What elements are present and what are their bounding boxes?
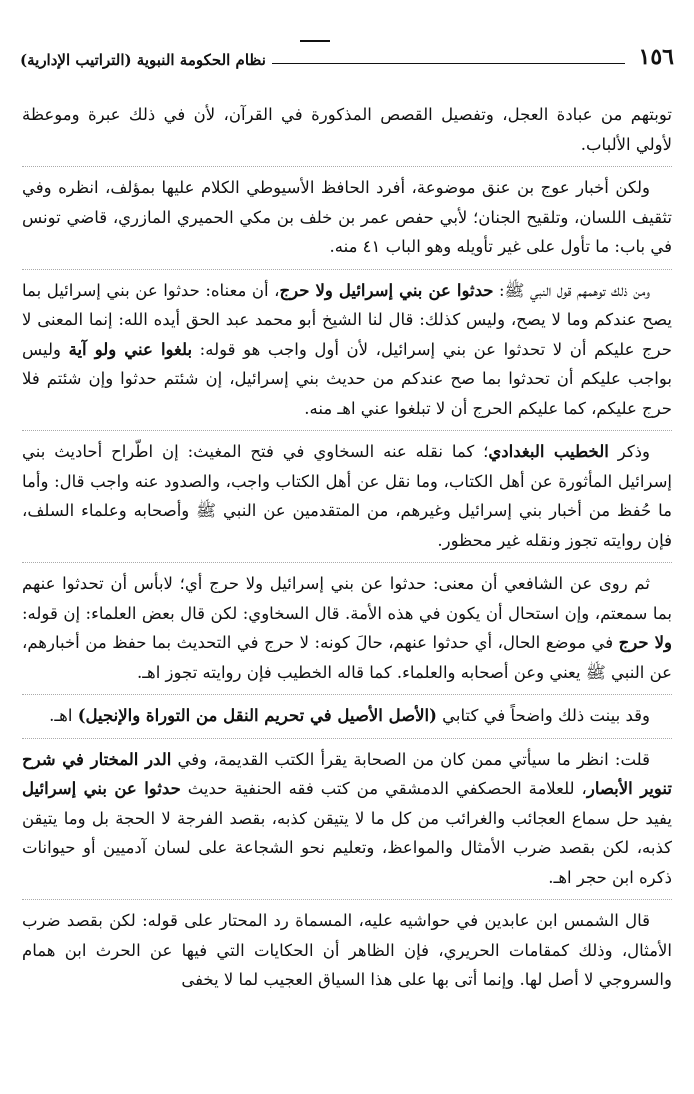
text-run: قلت: انظر ما سيأتي ممن كان من الصحابة يقرأ الكتب القديمة، وفي xyxy=(171,749,650,769)
text-run: وقد بينت ذلك واضحاً في كتابي xyxy=(436,706,650,725)
page-number: ١٥٦ xyxy=(638,44,674,70)
text-run: وذكر xyxy=(608,442,650,461)
paragraph xyxy=(22,173,672,262)
header-rule xyxy=(272,63,625,64)
text-run: ومن ذلك توهمهم قول النبي ﷺ: xyxy=(493,280,650,300)
text-run: قال الشمس ابن عابدين في حواشيه عليه، المسماة رد المحتار على قوله: لكن بقصد ضرب الأمثال، وذلك كمقامات الحريري، فإن الظاهر أن الحكايات التي فيها عن الحرث ابن همام والسروجي لا أصل لها. وإنما أتى بها على هذا السياق العجيب لما لا يخفى xyxy=(22,911,672,989)
running-title: نظام الحكومة النبوية (التراتيب الإدارية) xyxy=(20,51,266,69)
text-run: اهـ. xyxy=(49,706,78,725)
bold-phrase: (الأصل الأصيل في تحريم النقل من التوراة والإنجيل) xyxy=(77,706,437,725)
text-run: ، للعلامة الحصكفي الدمشقي من كتب فقه الحنفية حديث xyxy=(180,779,587,798)
paragraph-separator xyxy=(22,899,672,900)
header-ornament xyxy=(300,40,330,42)
paragraph xyxy=(22,701,672,731)
paragraph xyxy=(22,437,672,555)
paragraph-separator xyxy=(22,166,672,167)
paragraph-separator xyxy=(22,269,672,270)
text-run: توبتهم من عبادة العجل، وتفصيل القصص المذكورة في القرآن، لأن في ذلك عبرة وموعظة لأولي الألباب. xyxy=(22,105,672,154)
paragraph xyxy=(22,906,672,995)
text-run: ؛ كما نقله عنه السخاوي في فتح المغيث: إن اطّراح أحاديث بني إسرائيل المأثورة عن أهل الكتاب، وما نقل عن أهل الكتاب واجب، والصدود عنه واجب قال: وأما ما حُفظ من أخبار بني إسرائيل وغيرهم، من المتقدمين عن النبي ﷺ وأصحابه وعلماء السلف، فإن روايته تجوز ونقله غير محظور. xyxy=(22,442,672,550)
bold-phrase: ولا حرج xyxy=(618,633,673,652)
text-run: ولكن أخبار عوج بن عنق موضوعة، أفرد الحافظ الأسيوطي الكلام عليها بمؤلف، انظره وفي تثقيف اللسان، وتلقيح الجنان؛ لأبي حفص عمر بن خلف بن مكي الحميري المازري، قاضي تونس في باب: ما تأول على غير تأويله وهو الباب ٤١ منه. xyxy=(22,178,672,256)
text-run: ثم روى عن الشافعي أن معنى: حدثوا عن بني إسرائيل ولا حرج أي؛ لابأس أن تحدثوا عنهم بما سمعتم، وإن استحال أن يكون في هذه الأمة. قال السخاوي: لكن قال بعض العلماء: إن قوله: xyxy=(22,574,672,623)
page-body xyxy=(22,100,672,995)
bold-phrase: حدثوا عن بني إسرائيل xyxy=(22,779,181,798)
paragraph xyxy=(22,569,672,687)
text-run: يفيد حل سماع العجائب والغرائب من كل ما لا يتيقن كذبه، بقصد الفرجة لا الحجة بل وما يتيقن كذبه، لكن بقصد ضرب الأمثال والمواعظ، وتعليم نحو الشجاعة على لسان آدميين أو حيوانات ذكره ابن حجر اهـ. xyxy=(22,808,672,887)
bold-phrase: الخطيب البغدادي xyxy=(488,442,609,461)
text-run: وليس بواجب عليكم أن تحدثوا بما صح عندكم من حديث بني إسرائيل، إن شئتم حدثوا وإن شئتم فلا حرج عليكم، كما عليكم الحرج أن لا تبلغوا عني اهـ منه. xyxy=(22,339,672,418)
bold-phrase: الدر المختار في شرح تنوير الأبصار xyxy=(22,749,672,798)
paragraph-separator xyxy=(22,738,672,739)
paragraph-separator xyxy=(22,430,672,431)
paragraph xyxy=(22,276,672,424)
text-run: في موضع الحال، أي حدثوا عنهم، حالَ كونه: لا حرج في التحديث بما حفظ من أخبارهم، عن النبي ﷺ يعني وعن أصحابه والعلماء. كما قاله الخطيب فإن روايته تجوز اهـ. xyxy=(22,633,672,682)
bold-phrase: حدثوا عن بني إسرائيل ولا حرج xyxy=(279,280,494,300)
paragraph xyxy=(22,100,672,159)
paragraph xyxy=(22,745,672,893)
paragraph-separator xyxy=(22,694,672,695)
text-run: ، أن معناه: حدثوا عن بني إسرائيل بما يصح عندكم وما لا يصح، وليس كذلك: قال لنا الشيخ أبو محمد عبد الحق أيده الله: إنما المعنى لا حرج عليكم أن لا تحدثوا عن بني إسرائيل، لأن أول واجب هو قوله: xyxy=(22,280,672,359)
bold-phrase: بلغوا عني ولو آية xyxy=(68,339,193,359)
paragraph-separator xyxy=(22,562,672,563)
page-header xyxy=(20,34,674,68)
